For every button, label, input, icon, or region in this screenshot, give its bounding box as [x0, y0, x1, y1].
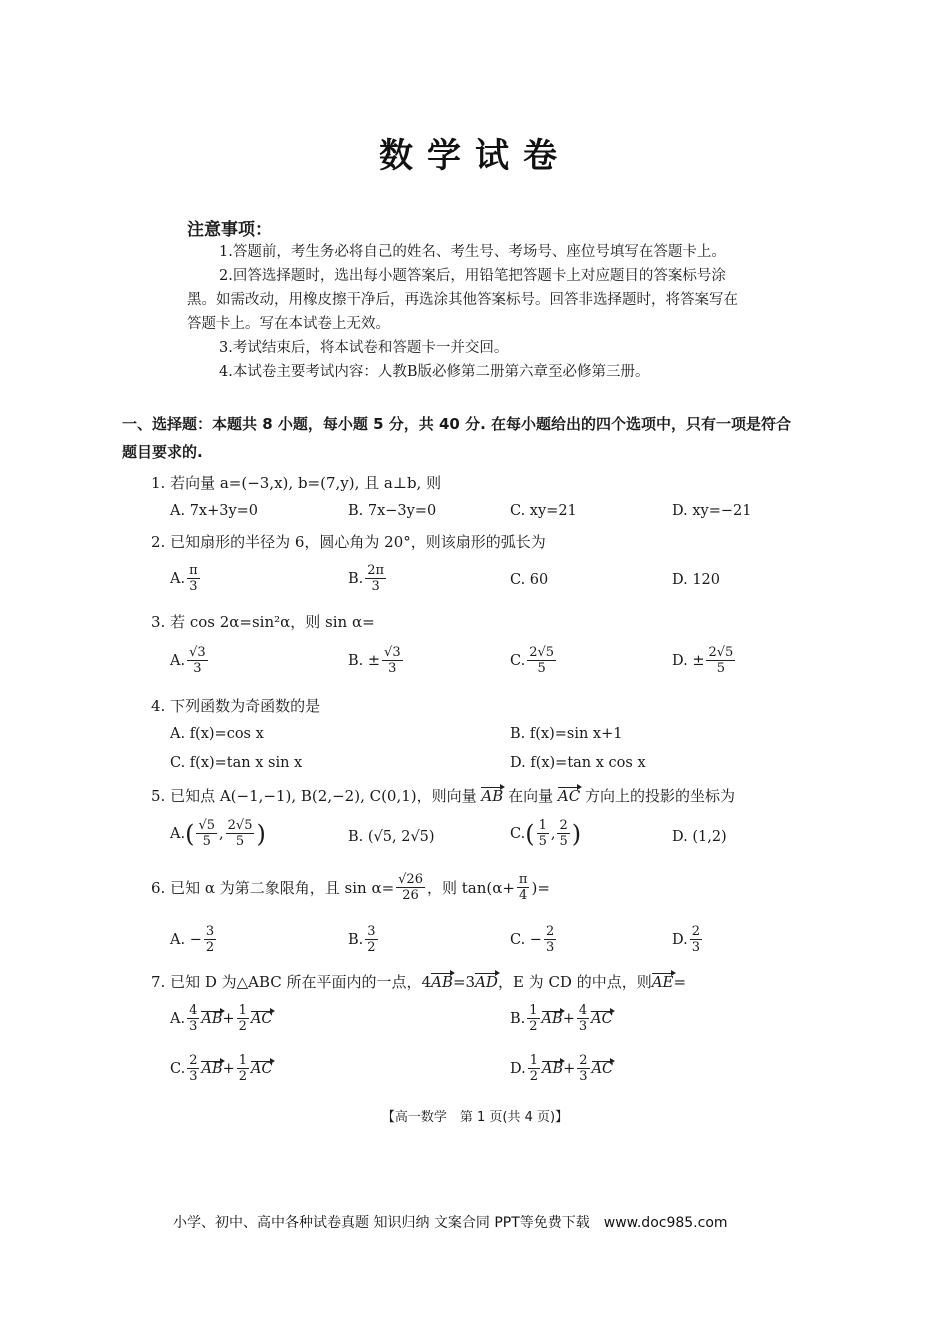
q1-option-c: C. xy=21	[510, 503, 577, 519]
question-5-stem	[151, 785, 735, 806]
q3-option-b	[348, 645, 405, 676]
q1-option-a: A. 7x+3y=0	[170, 503, 259, 519]
question-1-stem: 1. 若向量 a=(−3,x), b=(7,y), 且 a⊥b, 则	[151, 474, 442, 492]
fraction: $\frac{4}{3}$	[189, 1003, 198, 1034]
q2-option-b	[348, 563, 388, 594]
plus-sign: +	[563, 1060, 576, 1077]
question-2-stem: 2. 已知扇形的半径为 6，圆心角为 20°，则该扇形的弧长为	[151, 533, 546, 551]
section-heading	[122, 410, 822, 466]
plus-sign: +	[222, 1060, 235, 1077]
stem-text: ，则 tan(α+	[426, 879, 515, 897]
section-line: 题目要求的.	[122, 443, 203, 461]
stem-text: 方向上的投影的坐标为	[584, 787, 735, 805]
vector-ad: AD	[475, 973, 498, 991]
option-label: A.	[170, 1010, 186, 1027]
option-label: A. −	[170, 931, 202, 948]
left-paren: (	[525, 819, 535, 848]
option-label: D.	[510, 1060, 526, 1077]
vector-ae: AE	[651, 973, 674, 991]
right-paren: )	[256, 819, 266, 848]
q7-option-d	[510, 1053, 613, 1084]
option-label: A.	[170, 570, 186, 587]
stem-text: 5. 已知点 A(−1,−1), B(2,−2), C(0,1)，则向量	[151, 787, 477, 805]
q1-option-b: B. 7x−3y=0	[348, 503, 437, 519]
option-label: C.	[170, 1060, 186, 1077]
q5-option-c: C. ( $\frac{1}{5}$ , $\frac{2}{5}$ )	[510, 818, 582, 849]
stem-text: 7. 已知 D 为△ABC 所在平面内的一点，4	[151, 973, 432, 991]
q5-option-b: B. (√5, 2√5)	[348, 829, 435, 845]
fraction: $\frac{√26}{26}$	[398, 872, 423, 903]
fraction: $\frac{1}{5}$	[538, 818, 547, 849]
page-footer: 【高一数学 第 1 页(共 4 页)】	[381, 1110, 569, 1125]
notice-line: 1.答题前，考生务必将自己的姓名、考生号、考场号、座位号填写在答题卡上。	[219, 244, 726, 260]
fraction: $\frac{2}{3}$	[189, 1053, 198, 1084]
fraction: $\frac{2√5}{5}$	[708, 645, 734, 676]
option-label: D. ±	[672, 652, 705, 669]
plus-sign: +	[562, 1010, 575, 1027]
stem-text: ，E 为 CD 的中点，则	[497, 973, 652, 991]
fraction: $\frac{3}{2}$	[367, 924, 376, 955]
question-6-stem	[151, 872, 550, 903]
fraction: $\frac{√3}{3}$	[189, 645, 206, 676]
fraction: $\frac{\pi}{4}$	[518, 872, 528, 903]
fraction: $\frac{3}{2}$	[205, 924, 215, 955]
fraction: $\frac{2}{3}$	[579, 1053, 588, 1084]
q3-option-c	[510, 645, 558, 676]
fraction: $\frac{1}{2}$	[238, 1003, 247, 1034]
notice-line: 2.回答选择题时，选出每小题答案后，用铅笔把答题卡上对应题目的答案标号涂	[219, 268, 726, 284]
fraction: $\frac{1}{2}$	[238, 1053, 248, 1084]
option-label: C. −	[510, 931, 542, 948]
option-label: C.	[510, 652, 526, 669]
q7-option-b	[510, 1003, 613, 1034]
stem-text: )=	[531, 878, 550, 897]
option-label: B. ±	[348, 652, 381, 669]
option-label: B.	[510, 1010, 526, 1027]
section-line: 一、选择题：本题共 8 小题，每小题 5 分，共 40 分. 在每小题给出的四个选项中，只有一项是符合	[122, 415, 792, 433]
vector-ab: AB	[431, 973, 453, 991]
q4-option-c: C. f(x)=tan x sin x	[170, 755, 303, 771]
vector-ac: AC	[251, 1060, 273, 1077]
stem-text: =	[673, 973, 687, 991]
q5-option-d: D. (1,2)	[672, 829, 727, 845]
notice-line: 3.考试结束后，将本试卷和答题卡一并交回。	[219, 340, 509, 356]
vector-ac: AC	[557, 787, 581, 805]
q6-option-c	[510, 924, 558, 955]
q2-option-a	[170, 563, 202, 594]
q1-option-d: D. xy=−21	[672, 503, 752, 519]
q6-option-a	[170, 924, 218, 955]
vector-ac: AC	[591, 1060, 614, 1077]
q4-option-a: A. f(x)=cos x	[170, 726, 264, 742]
fraction: $\frac{√5}{5}$	[198, 818, 216, 849]
notice-line: 答题卡上。写在本试卷上无效。	[187, 316, 390, 332]
stem-text: 在向量	[508, 787, 554, 805]
fraction: $\frac{2√5}{5}$	[227, 818, 253, 849]
q6-option-b	[348, 924, 380, 955]
vector-ab: AB	[481, 787, 504, 805]
notice-line: 4.本试卷主要考试内容：人教B版必修第二册第六章至必修第三册。	[219, 364, 650, 380]
notice-line: 黑。如需改动，用橡皮擦干净后，再选涂其他答案标号。回答非选择题时，将答案写在	[187, 292, 738, 308]
vector-ab: AB	[201, 1010, 223, 1027]
question-4-stem: 4. 下列函数为奇函数的是	[151, 697, 321, 715]
q4-option-d: D. f(x)=tan x cos x	[510, 755, 646, 771]
q3-option-d	[672, 645, 737, 676]
option-label: C.	[510, 825, 526, 842]
option-label: B.	[348, 931, 364, 948]
notice-heading: 注意事项：	[187, 220, 272, 240]
stem-text: 6. 已知 α 为第二象限角，且 sin α=	[151, 879, 395, 897]
stem-text: =3	[452, 973, 476, 991]
fraction: $\frac{\pi}{3}$	[189, 563, 198, 594]
q7-option-c	[170, 1053, 273, 1084]
fraction: $\frac{√3}{3}$	[384, 645, 401, 676]
q5-option-a: A. ( $\frac{√5}{5}$ , $\frac{2√5}{5}$ )	[170, 818, 266, 849]
q3-option-a	[170, 645, 210, 676]
fraction: $\frac{2\pi}{3}$	[367, 563, 385, 594]
plus-sign: +	[222, 1010, 235, 1027]
fraction: $\frac{2√5}{5}$	[529, 645, 555, 676]
fraction: $\frac{2}{3}$	[545, 924, 555, 955]
question-3-stem: 3. 若 cos 2α=sin²α，则 sin α=	[151, 613, 375, 631]
left-paren: (	[185, 819, 195, 848]
option-label: A.	[170, 825, 186, 842]
vector-ab: AB	[541, 1010, 563, 1027]
option-label: B.	[348, 570, 364, 587]
download-banner[interactable]: 小学、初中、高中各种试卷真题 知识归纳 文案合同 PPT等免费下载 www.doc985.com	[173, 1215, 728, 1231]
q7-option-a	[170, 1003, 273, 1034]
fraction: $\frac{1}{2}$	[529, 1053, 538, 1084]
option-label: A.	[170, 652, 186, 669]
right-paren: )	[571, 819, 582, 848]
question-7-stem	[151, 971, 686, 992]
q2-option-d: D. 120	[672, 572, 721, 588]
page-title: 数学试卷	[379, 136, 571, 176]
fraction: $\frac{2}{3}$	[691, 924, 700, 955]
fraction: $\frac{2}{5}$	[559, 818, 568, 849]
vector-ab: AB	[542, 1060, 564, 1077]
q4-option-b: B. f(x)=sin x+1	[510, 726, 623, 742]
vector-ac: AC	[591, 1010, 613, 1027]
fraction: $\frac{4}{3}$	[578, 1003, 588, 1034]
q6-option-d	[672, 924, 704, 955]
fraction: $\frac{1}{2}$	[529, 1003, 538, 1034]
vector-ac: AC	[250, 1010, 273, 1027]
vector-ab: AB	[201, 1060, 223, 1077]
q2-option-c: C. 60	[510, 572, 549, 588]
notice-list	[187, 240, 787, 384]
option-label: D.	[672, 931, 688, 948]
